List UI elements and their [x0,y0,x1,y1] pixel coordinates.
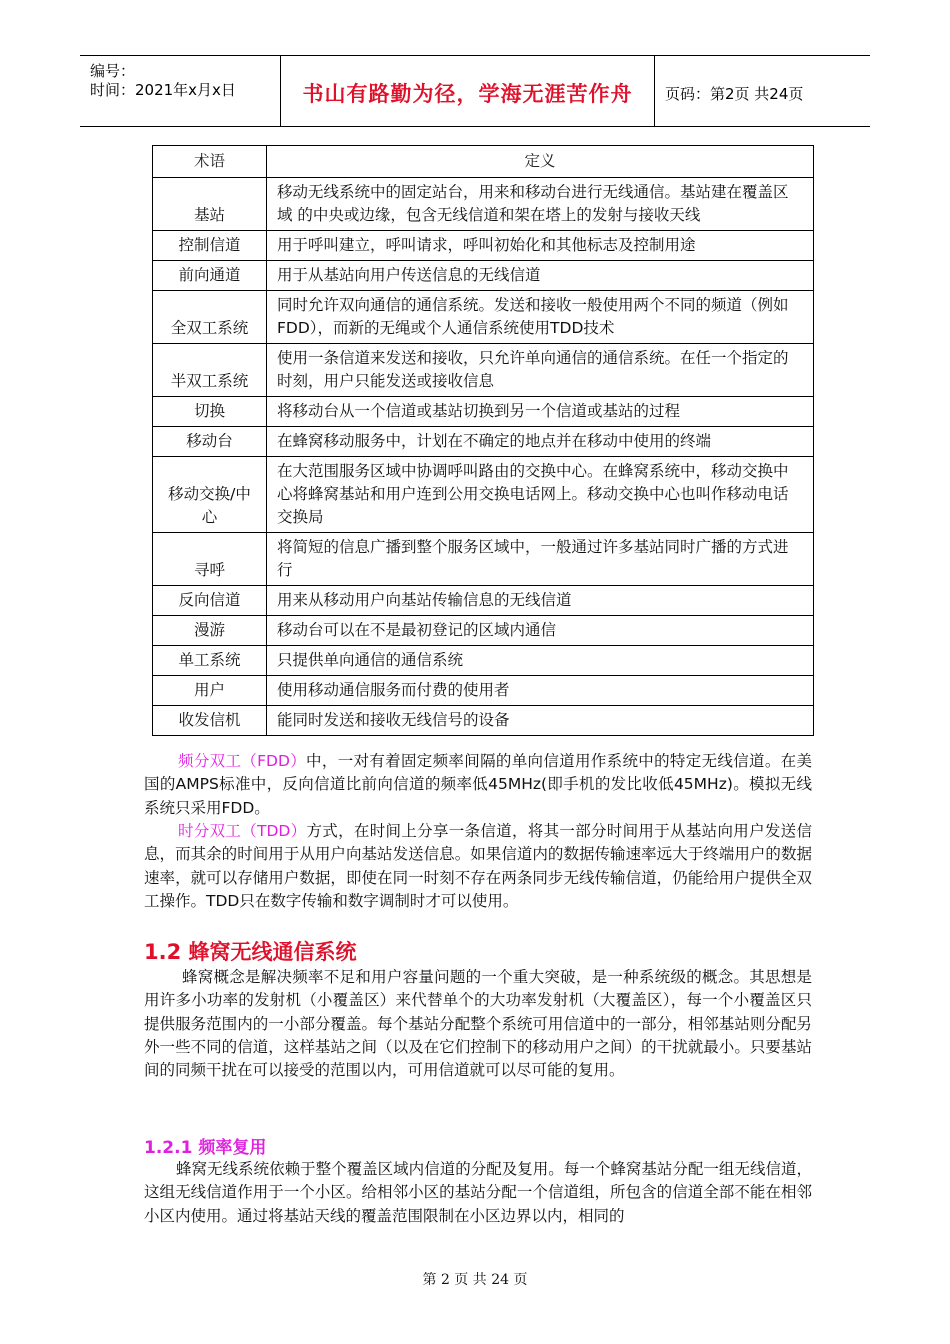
definition-cell: 能同时发送和接收无线信号的设备 [267,706,814,736]
table-row [153,427,814,457]
table-row [153,344,814,397]
table-row [153,706,814,736]
document-time-label: 时间：2021年x月x日 [90,81,236,99]
table-row [153,178,814,231]
term-cell: 反向信道 [153,586,267,616]
term-cell: 半双工系统 [153,344,267,397]
term-cell: 单工系统 [153,646,267,676]
table-row [153,261,814,291]
definition-cell: 只提供单向通信的通信系统 [267,646,814,676]
definition-cell: 使用移动通信服务而付费的使用者 [267,676,814,706]
definition-cell: 用于呼叫建立，呼叫请求，呼叫初始化和其他标志及控制用途 [267,231,814,261]
tdd-text: 方式，在时间上分享一条信道，将其一部分时间用于从基站向用户发送信息，而其余的时间用于从用户向基站发送信息。如果信道内的数据传输速率远大于终端用户的数据速率，就可以存储用户数据，即使在同一时刻不存在两条同步无线传输信道，仍能给用户提供全双工操作。TDD只在数字传输和数字调制时才可以使用。 [144,822,812,910]
page-footer: 第 2 页 共 24 页 [422,1272,528,1288]
table-row [153,291,814,344]
definition-cell: 将简短的信息广播到整个服务区域中，一般通过许多基站同时广播的方式进行 [267,533,814,586]
header-motto-cell [281,56,655,126]
page-header [80,55,870,127]
fdd-paragraph [144,750,812,820]
subsection-paragraph: 蜂窝无线系统依赖于整个覆盖区域内信道的分配及复用。每一个蜂窝基站分配一组无线信道，这组无线信道作用于一个小区。给相邻小区的基站分配一个信道组，所包含的信道全部不能在相邻小区内使用。通过将基站天线的覆盖范围限制在小区边界以内，相同的 [144,1160,812,1225]
tdd-term: 时分双工（TDD） [178,822,307,840]
table-row [153,676,814,706]
column-header-term: 术语 [153,146,267,178]
table-row [153,457,814,533]
term-cell: 漫游 [153,616,267,646]
definition-cell: 移动无线系统中的固定站台，用来和移动台进行无线通信。基站建在覆盖区域 的中央或边缘，包含无线信道和架在塔上的发射与接收天线 [267,178,814,231]
definition-cell: 移动台可以在不是最初登记的区域内通信 [267,616,814,646]
table-row [153,616,814,646]
definition-cell: 同时允许双向通信的通信系统。发送和接收一般使用两个不同的频道（例如FDD），而新的无绳或个人通信系统使用TDD技术 [267,291,814,344]
section-paragraph: 蜂窝概念是解决频率不足和用户容量问题的一个重大突破，是一种系统级的概念。其思想是用许多小功率的发射机（小覆盖区）来代替单个的大功率发射机（大覆盖区），每一个小覆盖区只提供服务范围内的一小部分覆盖。每个基站分配整个系统可用信道中的一部分，相邻基站则分配另外一些不同的信道，这样基站之间（以及在它们控制下的移动用户之间）的干扰就最小。只要基站间的同频干扰在可以接受的范围以内，可用信道就可以尽可能的复用。 [144,968,812,1080]
term-cell: 切换 [153,397,267,427]
column-header-definition: 定义 [267,146,814,178]
term-cell: 前向通道 [153,261,267,291]
terms-table [152,145,814,736]
term-cell: 基站 [153,178,267,231]
definition-cell: 在大范围服务区域中协调呼叫路由的交换中心。在蜂窝系统中，移动交换中心将蜂窝基站和用户连到公用交换电话网上。移动交换中心也叫作移动电话交换局 [267,457,814,533]
table-row [153,397,814,427]
header-page-info: 页码：第2页 共24页 [665,85,804,103]
definition-cell: 在蜂窝移动服务中，计划在不确定的地点并在移动中使用的终端 [267,427,814,457]
section-heading: 1.2 蜂窝无线通信系统 [144,940,357,964]
fdd-text: 中，一对有着固定频率间隔的单向信道用作系统中的特定无线信道。在美国的AMPS标准中，反向信道比前向信道的频率低45MHz(即手机的发比收低45MHz)。模拟无线系统只采用FDD。 [144,752,812,817]
subsection-heading: 1.2.1 频率复用 [144,1138,267,1158]
definition-cell: 将移动台从一个信道或基站切换到另一个信道或基站的过程 [267,397,814,427]
tdd-paragraph [144,820,812,913]
definition-cell: 用于从基站向用户传送信息的无线信道 [267,261,814,291]
term-cell: 寻呼 [153,533,267,586]
header-motto: 书山有路勤为径，学海无涯苦作舟 [302,82,633,106]
document-number-label: 编号： [90,62,136,80]
definition-cell: 用来从移动用户向基站传输信息的无线信道 [267,586,814,616]
header-meta [80,56,281,126]
term-cell: 控制信道 [153,231,267,261]
definition-cell: 使用一条信道来发送和接收，只允许单向通信的通信系统。在任一个指定的时刻，用户只能发送或接收信息 [267,344,814,397]
table-row [153,646,814,676]
term-cell: 移动交换/中心 [153,457,267,533]
table-row [153,533,814,586]
table-row [153,586,814,616]
term-cell: 收发信机 [153,706,267,736]
table-header-row [153,146,814,178]
term-cell: 用户 [153,676,267,706]
header-page-cell [655,56,870,126]
term-cell: 移动台 [153,427,267,457]
fdd-term: 频分双工（FDD） [178,752,307,770]
table-row [153,231,814,261]
term-cell: 全双工系统 [153,291,267,344]
